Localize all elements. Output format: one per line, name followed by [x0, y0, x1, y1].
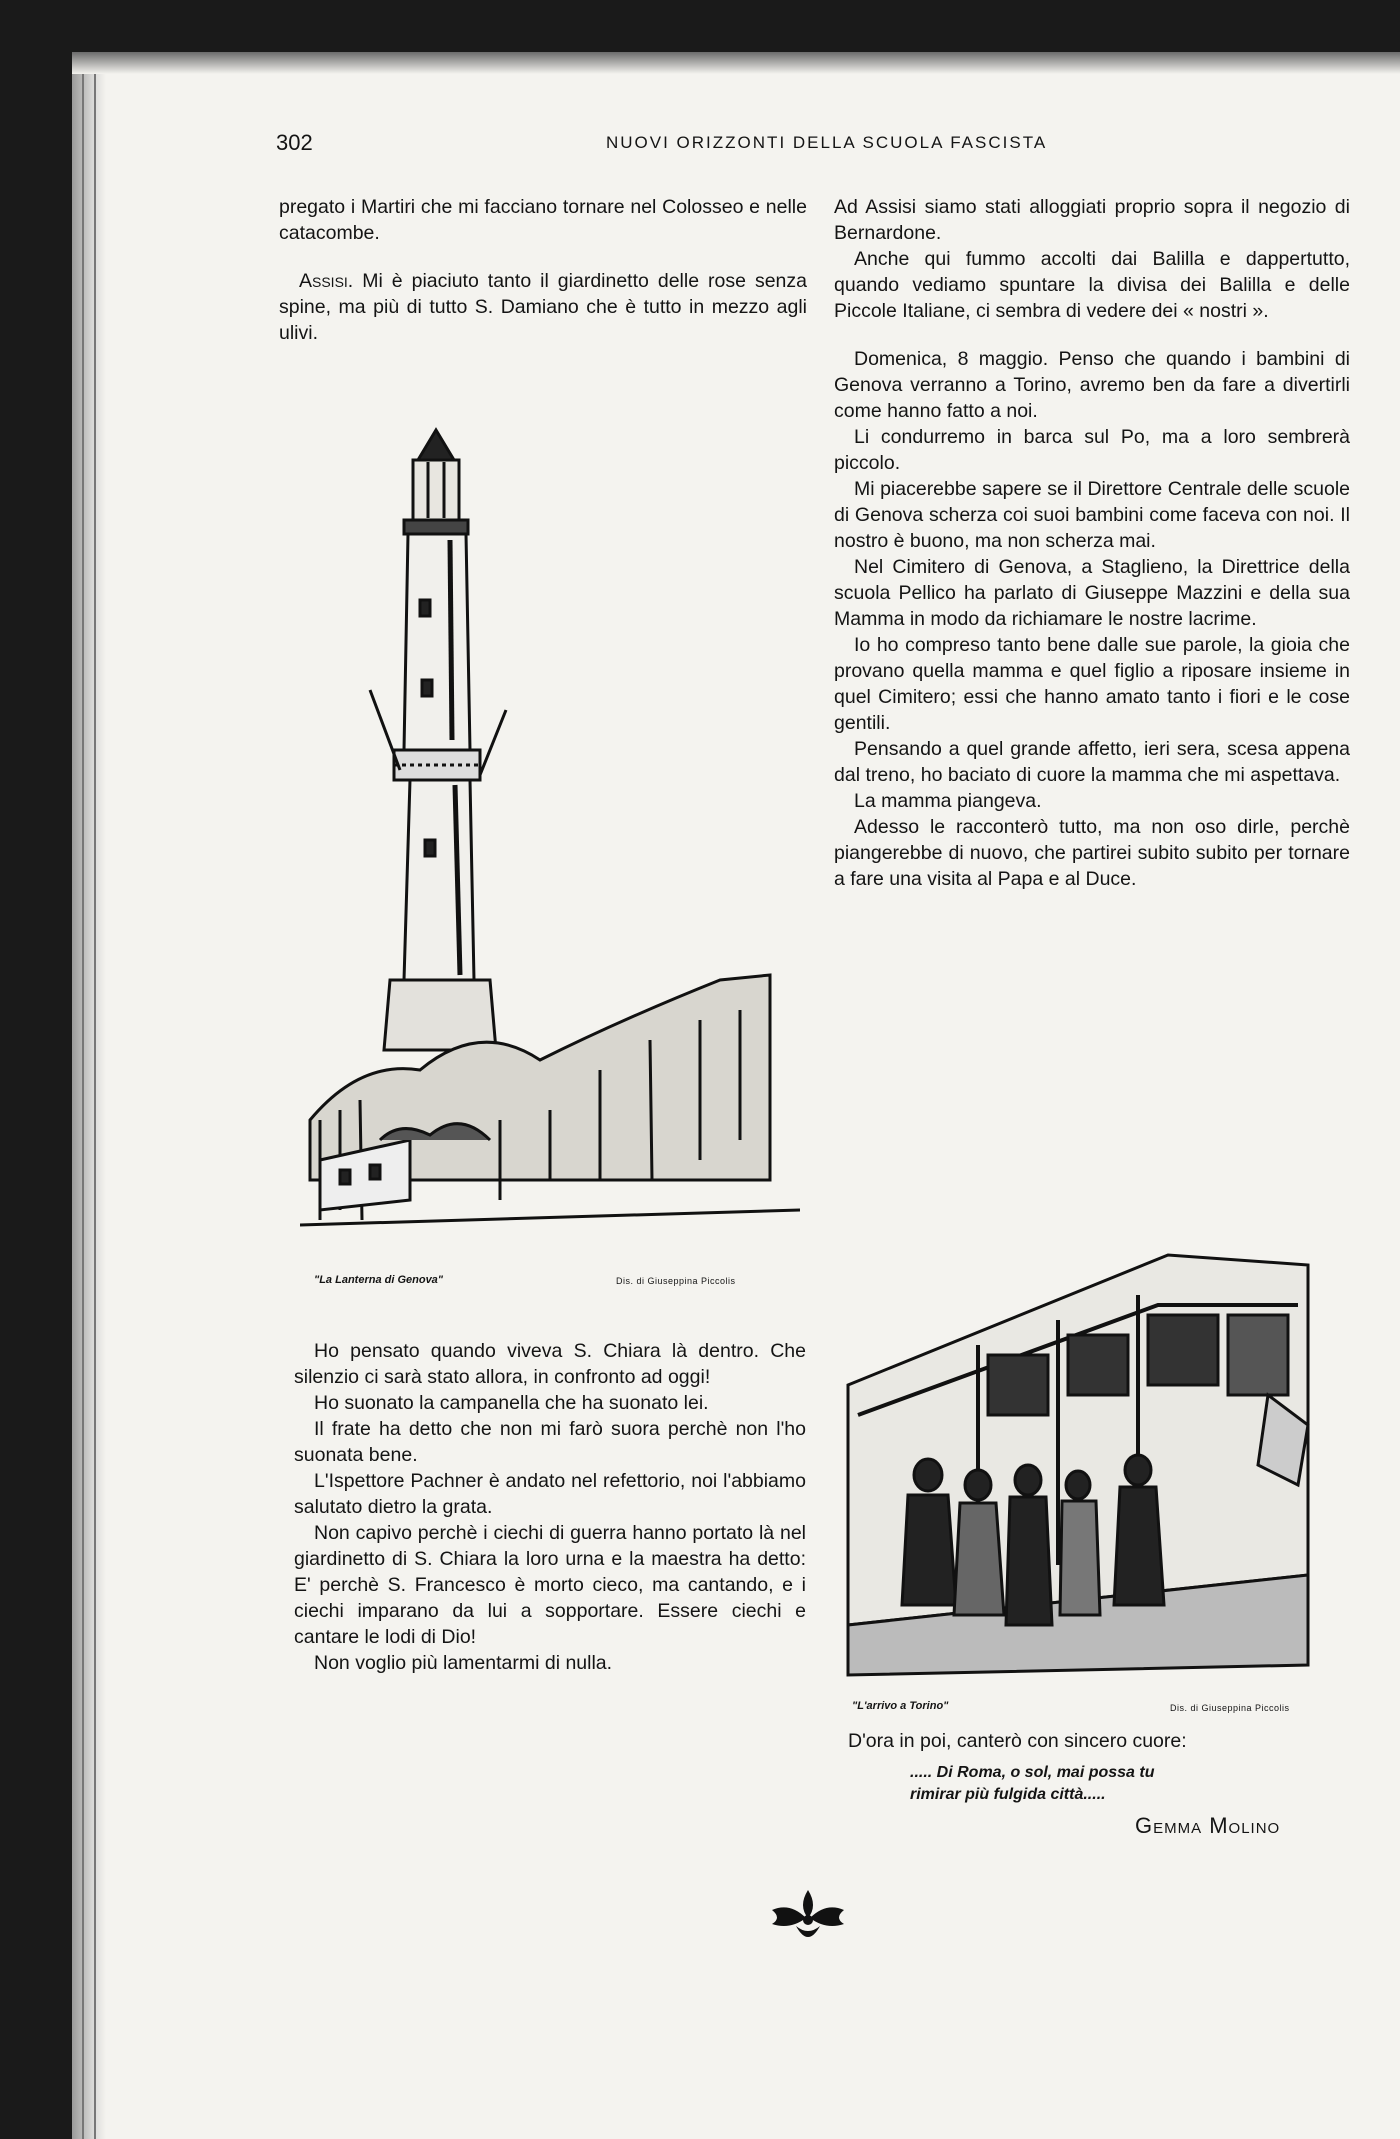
- train-credit: Dis. di Giuseppina Piccolis: [1170, 1703, 1290, 1713]
- running-head: NUOVI ORIZZONTI DELLA SCUOLA FASCISTA: [606, 133, 1048, 152]
- paragraph: Non voglio più lamentarmi di nulla.: [314, 1652, 613, 1674]
- paragraph: Io ho compreso tanto bene dalle sue parole, la gioia che provano quella mamma e quel figlio a riposare insieme in quel Cimitero; essi che hanno amato tanto i fiori e le cose gentili.: [834, 634, 1350, 734]
- place-name: Assisi.: [299, 270, 354, 292]
- lantern-gallery: [404, 520, 468, 534]
- paragraph: Nel Cimitero di Genova, a Staglieno, la Direttrice della scuola Pellico ha parlato di Giuseppe Mazzini e della sua Mamma in modo da richiamare le nostre lacrime.: [834, 556, 1350, 630]
- gutter-line: [94, 52, 96, 2139]
- paragraph: La mamma piangeva.: [854, 790, 1042, 812]
- paragraph: Ho pensato quando viveva S. Chiara là dentro. Che silenzio ci sarà stato allora, in confronto ad oggi!: [294, 1340, 806, 1388]
- poem-line: ..... Di Roma, o sol, mai possa tu: [910, 1764, 1155, 1781]
- left-column-top: [279, 194, 807, 346]
- page-number: 302: [276, 130, 313, 155]
- author-signature: Gemma Molino: [1135, 1813, 1281, 1838]
- left-column-bottom: [294, 1338, 806, 1676]
- paragraph: L'Ispettore Pachner è andato nel refettorio, noi l'abbiamo salutato dietro la grata.: [294, 1470, 806, 1518]
- paragraph: pregato i Martiri che mi facciano tornare nel Colosseo e nelle catacombe.: [279, 196, 807, 244]
- lantern-room: [413, 460, 459, 520]
- paragraph: Anche qui fummo accolti dai Balilla e dappertutto, quando vediamo spuntare la divisa dei Balilla e delle Piccole Italiane, ci sembra di vedere dei « nostri ».: [834, 248, 1350, 322]
- paragraph: Li condurremo in barca sul Po, ma a loro sembrerà piccolo.: [834, 426, 1350, 474]
- paragraph: Adesso le racconterò tutto, ma non oso dirle, perchè piangerebbe di nuovo, che partirei subito subito per tornare a fare una visita al Papa e al Duce.: [834, 816, 1350, 890]
- paragraph-sunday: Domenica, 8 maggio. Penso che quando i bambini di Genova verranno a Torino, avremo ben da fare a divertirli come hanno fatto a noi.: [834, 348, 1350, 422]
- book-gutter: [72, 52, 106, 2139]
- upper-tower: [404, 534, 470, 750]
- tower-base: [384, 980, 496, 1050]
- lower-tower: [404, 780, 474, 980]
- lighthouse-illustration: [300, 420, 800, 1240]
- page-header: [276, 130, 1240, 158]
- lighthouse-caption: "La Lanterna di Genova": [314, 1274, 444, 1286]
- paragraph: Mi piacerebbe sapere se il Direttore Centrale delle scuole di Genova scherza coi suoi bambini come faceva con noi. Il nostro è buono, ma non scherza mai.: [834, 478, 1350, 552]
- gutter-line: [82, 52, 84, 2139]
- ornament-icon: [768, 1882, 848, 1952]
- closing-line: [848, 1728, 1348, 1754]
- poem-quote: [910, 1762, 1155, 1806]
- right-column: [834, 194, 1350, 892]
- lantern-dome: [418, 430, 454, 460]
- paragraph: Ho suonato la campanella che ha suonato lei.: [314, 1392, 709, 1414]
- poem-line: rimirar più fulgida città.....: [910, 1786, 1106, 1803]
- paragraph: Il frate ha detto che non mi farò suora perchè non l'ho suonata bene.: [294, 1418, 806, 1466]
- closing-sentence: D'ora in poi, canterò con sincero cuore:: [848, 1730, 1187, 1752]
- paragraph: Non capivo perchè i ciechi di guerra hanno portato là nel giardinetto di S. Chiara la loro urna e la maestra ha detto: E' perchè S. Francesco è morto cieco, ma cantando, e i ciechi imparano da lui a sopportare. Essere ciechi e cantare le lodi di Dio!: [294, 1522, 806, 1648]
- lighthouse-credit: Dis. di Giuseppina Piccolis: [616, 1276, 736, 1286]
- train-arrival-illustration: [838, 1245, 1338, 1685]
- paragraph-assisi: [279, 268, 807, 346]
- paragraph: Pensando a quel grande affetto, ieri sera, scesa appena dal treno, ho baciato di cuore la mamma che mi aspettava.: [834, 738, 1350, 786]
- top-edge-shadow: [72, 52, 1400, 74]
- paragraph-text: Mi è piaciuto tanto il giardinetto delle rose senza spine, ma più di tutto S. Damiano che è tutto in mezzo agli ulivi.: [279, 270, 807, 344]
- train-caption: "L'arrivo a Torino": [852, 1700, 949, 1712]
- paragraph: Ad Assisi siamo stati alloggiati proprio sopra il negozio di Bernardone.: [834, 196, 1350, 244]
